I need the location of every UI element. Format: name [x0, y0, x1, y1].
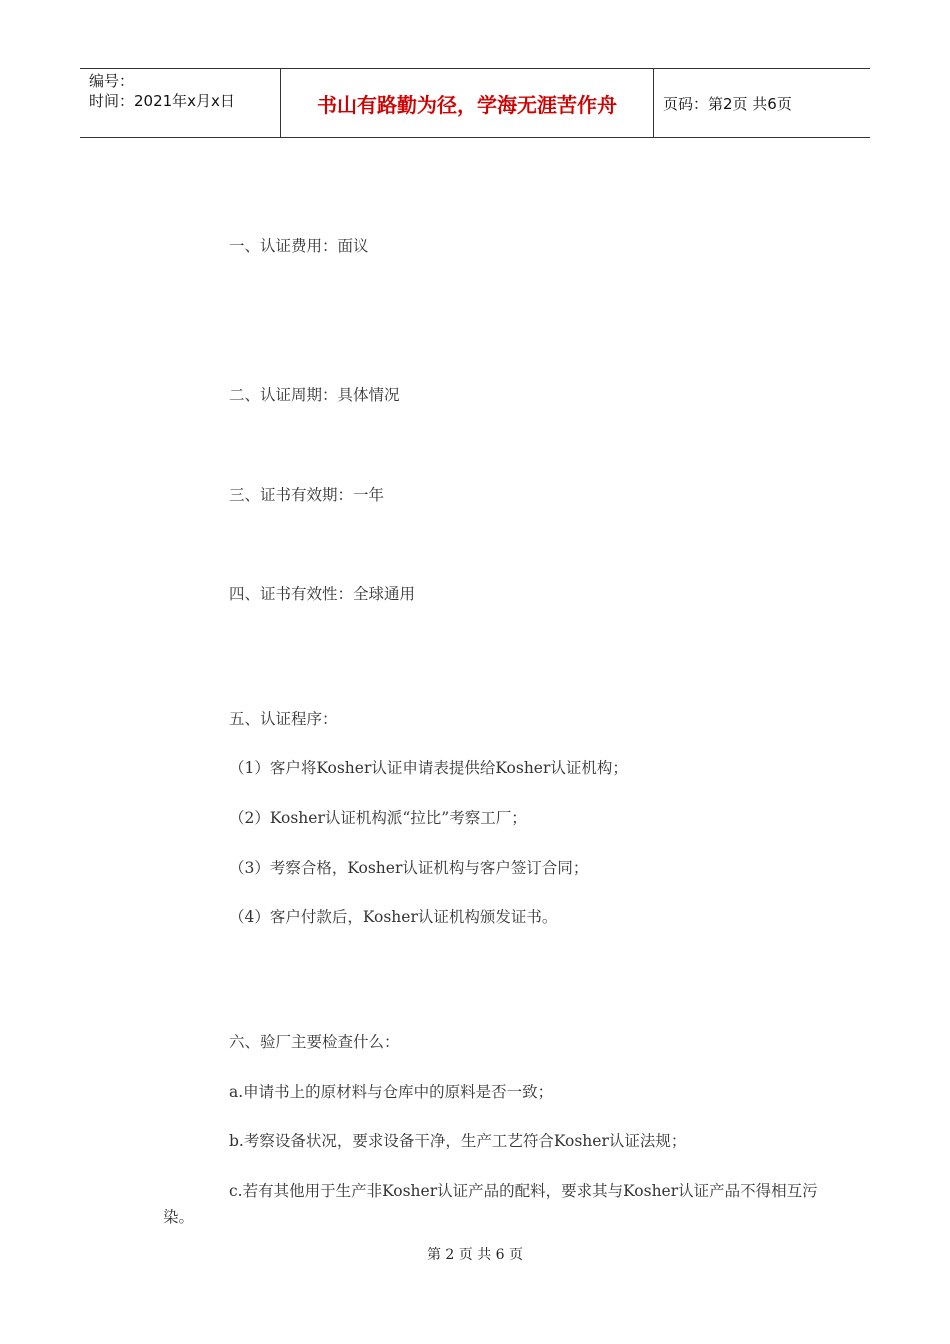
- procedure-item: （3）考察合格，Kosher认证机构与客户签订合同；: [229, 859, 589, 877]
- header-meta: [80, 69, 281, 137]
- page-header: [80, 68, 870, 138]
- section-validity-scope: 四、证书有效性：全球通用: [229, 585, 416, 603]
- section-validity-period: 三、证书有效期：一年: [229, 486, 385, 504]
- procedure-item: （4）客户付款后，Kosher认证机构颁发证书。: [229, 908, 558, 926]
- number-label: 编号：: [89, 72, 135, 90]
- section-fee: 一、认证费用：面议: [229, 237, 369, 255]
- procedure-item: （2）Kosher认证机构派“拉比”考察工厂；: [229, 809, 527, 827]
- page-footer: 第 2 页 共 6 页: [426, 1247, 524, 1263]
- section-period: 二、认证周期：具体情况: [229, 386, 400, 404]
- inspection-item: c.若有其他用于生产非Kosher认证产品的配料，要求其与Kosher认证产品不得相互污染。: [163, 1182, 818, 1226]
- section-procedure-title: 五、认证程序：: [229, 710, 338, 728]
- section-inspection-title: 六、验厂主要检查什么：: [229, 1033, 400, 1051]
- inspection-item: a.申请书上的原材料与仓库中的原料是否一致；: [229, 1083, 554, 1101]
- inspection-item: b.考察设备状况，要求设备干净，生产工艺符合Kosher认证法规；: [229, 1132, 687, 1150]
- procedure-item: （1）客户将Kosher认证申请表提供给Kosher认证机构；: [229, 759, 628, 777]
- header-motto: 书山有路勤为径，学海无涯苦作舟: [281, 69, 654, 137]
- time-label: 时间：2021年x月x日: [89, 92, 235, 110]
- header-page-info: 页码：第2页 共6页: [663, 94, 792, 113]
